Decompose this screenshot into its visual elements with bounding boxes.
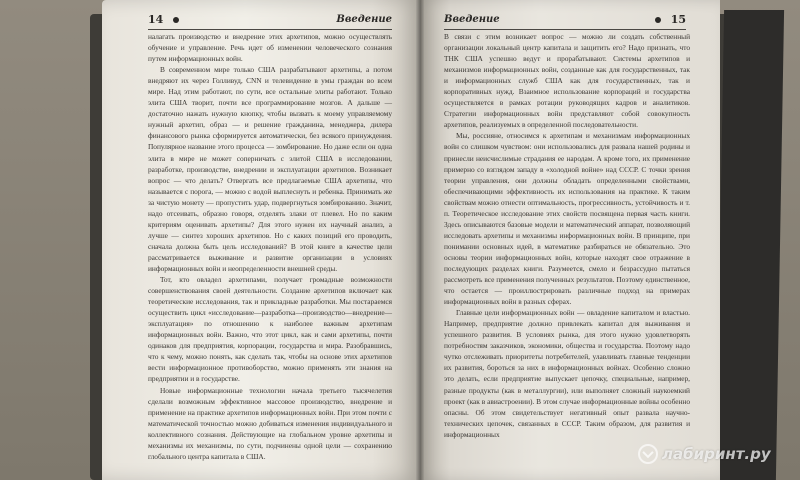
- right-page-number: 15: [670, 13, 686, 26]
- right-page-body: [444, 31, 690, 440]
- bullet-icon: [173, 17, 179, 23]
- book-cover-edge: [716, 10, 784, 480]
- left-book-page: [102, 0, 420, 480]
- left-paragraph-3: Тот, кто овладел архетипами, получает громадные возможности совершенствования своей деятельности. Создание архетипов включает как теоретические исследования, так и прикладные разработки. Мы постараемся осуществить цикл «исследование—разработка—производство—внедрение—эксплуатация» по отношению к наиболее важным архетипам информационных войн. Важно, что этот цикл, как и сами архетипы, почти одинаков для предприятия, корпорации, государства и мира. Разобравшись, что к чему, можно понять, как сделать так, чтобы на основе этих архетипов вести информационное противоборство, можно применять эти знания на предприятии и в государстве.: [148, 275, 392, 384]
- left-running-title: Введение: [336, 14, 392, 25]
- right-page-header: [444, 12, 686, 28]
- right-book-page: [420, 0, 720, 480]
- labirint-check-logo-icon: [638, 444, 658, 464]
- left-page-body: [148, 31, 392, 462]
- right-paragraph-1: В связи с этим возникает вопрос — можно ли создать собственный организации локальный центр капитала и защитить его? Надо признать, что ТНК США успешно ведут и прорабатывают. Системы архетипов и механизмов информационных войн, созданные как для государственных, так и информационных служб США как для государственных, так и корпоративных нужд. Взаимное использование корпораций и государства осуществляется в рамках ротации руководящих кадров и аналитиков. Стратегии информационных войн представляют собой совокупность архетипов, реализуемых в определенной последовательности.: [444, 32, 690, 130]
- left-page-header: [148, 12, 392, 28]
- labirint-watermark: [638, 442, 771, 466]
- book-gutter: [416, 0, 424, 480]
- right-paragraph-3: Главные цели информационных войн — овладение капиталом и властью. Например, предприятие должно привлекать капитал для выживания и успешного развития. В условиях рынка, для этого нужно удовлетворять потребностям заказчиков, экономики, общества и государства. Поэтому надо чутко отслеживать приоритеты потребителей, улавливать главные тенденции их развития, бороться за них в информационных войнах. Особенно сложно это делать, если предприятие выпускает цепочку, специальные, например, разные продукты (как в металлургии), или выполняет сложный наукоемкий проект (как в авиастроении). В этом случае информационные войны особенно опасны. Об этом свидетельствует негативный опыт развала научно-технических цепочек, связанных в СССР. Таким образом, для развития и информационных: [444, 308, 690, 439]
- left-page-number: 14: [148, 13, 164, 26]
- right-paragraph-2: Мы, россияне, относимся к архетипам и механизмам информационных войн со слишком чувством: они использовались для развала нашей родины и принесли неисчислимые страдания ее народам. А кроме того, их применение примерно со взглядом западу в «холодной войне» над СССР. С точки зрения теории управления, они должны обладать определенными свойствами, обеспечивающими эффективность их использования на практике. К таким свойствам можно отнести оптимальность, прогрессивность, устойчивость и т. п. Теоретическое исследование этих свойств посвящена первая часть книги. Здесь описываются базовые модели и математический аппарат, позволяющий исследовать архетипы и механизмы информационных войн. В принципе, при понимании основных идей, в математике разбираться не обязательно. Это основы теории информационных войн, которые находят свое отражение в последующих разделах книги. Разумеется, смело и безрассудно пытаться рассмотреть все применения полученных результатов. Поэтому единственное, что остается — проиллюстрировать различные подход на примерах информационных войн в разных сферах.: [444, 131, 690, 307]
- left-paragraph-1: налагать производство и внедрение этих архетипов, можно осуществлять обучение и управление. Речь идет об изменении человеческого сознания путем информационных войн.: [148, 32, 392, 64]
- left-header-rule: [148, 29, 392, 30]
- bullet-icon: [655, 17, 661, 23]
- left-paragraph-2: В современном мире только США разрабатывают архетипы, а потом внедряют их через Голливуд, CNN и телевидение в умы граждан во всем мире. Над этим работают, по сути, все остальные элиты работают. Только элита США творит, почти все программирование мозгов. А дальше — достаточно нажать нужную кнопку, чтобы вызвать к моему управляемому нужный архетип, образ — и решение гражданина, менеджера, дилера финансового рынка сформируется автоматически, без всякого принуждения. Популярное название этого процесса — зомбирование. Но даже если он одна элита в мире не может соперничать с элитой США в исследовании, разработке, производстве, внедрении и эксплуатации архетипов. Возникает вопрос — что делать? Отвергать все предлагаемые США архетипы, что называется с порога, — можно с водой выплеснуть и ребенка. Принимать же за чистую монету — пропустить удар, подвергнуться зомбированию. Значит, надо отсеивать, образно говоря, отделять злаки от плевел. Но по каким критериям оценивать архетипы? Для этого нужен их научный анализ, а лучше — синтез хороших архетипов. Но с каких позиций его проводить, сначала должна быть цель исследований? В этой книге в качестве цели рассматривается выживание и развитие организации в условиях информационных войн и неопределенности внешней среды.: [148, 65, 392, 273]
- watermark-text: лабиринт.ру: [662, 445, 771, 463]
- right-running-title: Введение: [444, 14, 500, 25]
- right-header-rule: [444, 29, 686, 30]
- left-paragraph-4: Новые информационные технологии начала третьего тысячелетия сделали возможным эффективное массовое производство, внедрение и применение на практике архетипов информационных войн. При этом почти с математической точностью можно добиваться изменения индивидуального и коллективного сознания. Действующие на глобальном уровне архетипы и механизмы их механизмы, по сути, подчинены одной цели — сохранению глобального центра капитала в США.: [148, 385, 392, 461]
